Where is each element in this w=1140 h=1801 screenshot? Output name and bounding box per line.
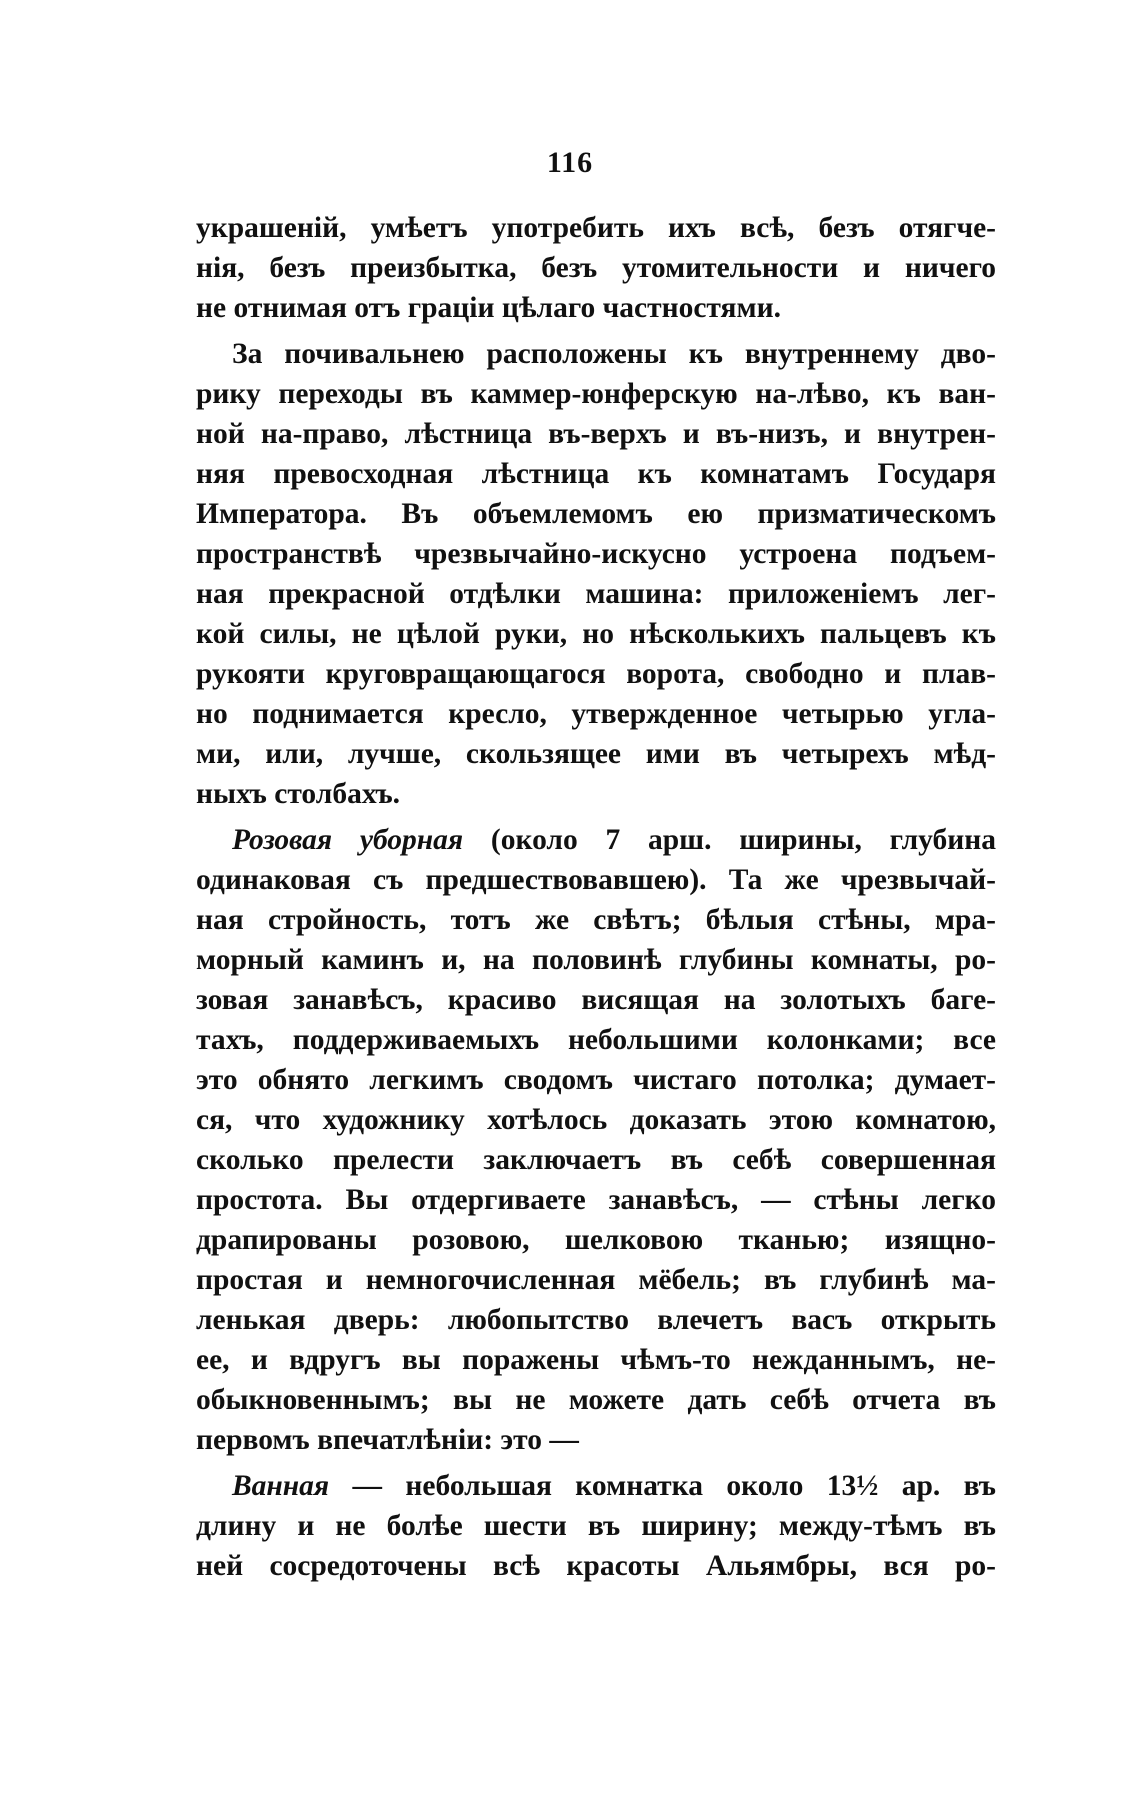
text-line: кой силы, не цѣлой руки, но нѣсколькихъ пальцевъ къ xyxy=(196,618,996,650)
text-line: драпированы розовою, шелковою тканью; изящно- xyxy=(196,1224,996,1256)
text-line: Розовая уборная (около 7 арш. ширины, глубина xyxy=(232,824,996,856)
text-line: Императора. Въ объемлемомъ ею призматическомъ xyxy=(196,498,996,530)
paragraph-2 xyxy=(196,334,996,814)
paragraph-1 xyxy=(196,208,996,328)
text-line: обыкновеннымъ; вы не можете дать себѣ отчета въ xyxy=(196,1384,996,1416)
text-line: пространствѣ чрезвычайно-искусно устроена подъем- xyxy=(196,538,996,570)
text-line: ныхъ столбахъ. xyxy=(196,778,401,810)
body-text xyxy=(196,208,996,1586)
text-line: простота. Вы отдергиваете занавѣсъ, — стѣны легко xyxy=(196,1184,996,1216)
text-line: но поднимается кресло, утвержденное четырью угла- xyxy=(196,698,996,730)
text-line: первомъ впечатлѣніи: это — xyxy=(196,1424,579,1456)
text-line: украшеній, умѣетъ употребить ихъ всѣ, безъ отягче- xyxy=(196,212,996,244)
text-line: рику переходы въ каммер-юнферскую на-лѣво, къ ван- xyxy=(196,378,996,410)
text-line: ми, или, лучше, скользящее ими въ четырехъ мѣд- xyxy=(196,738,996,770)
text-line: это обнято легкимъ сводомъ чистаго потолка; думает- xyxy=(196,1064,996,1096)
text-line: ней сосредоточены всѣ красоты Альямбры, вся ро- xyxy=(196,1550,996,1582)
text-line: морный каминъ и, на половинѣ глубины комнаты, ро- xyxy=(196,944,996,976)
section-heading-bathroom: Ванная xyxy=(232,1470,330,1502)
text-line: длину и не болѣе шести въ ширину; между-тѣмъ въ xyxy=(196,1510,996,1542)
text-line: нія, безъ преизбытка, безъ утомительности и ничего xyxy=(196,252,996,284)
text-line: Ванная — небольшая комнатка около 13½ ар. въ xyxy=(232,1470,996,1502)
paragraph-3 xyxy=(196,820,996,1460)
text-line: не отнимая отъ граціи цѣлаго частностями. xyxy=(196,292,781,324)
text-line: ся, что художнику хотѣлось доказать этою комнатою, xyxy=(196,1104,996,1136)
text-line: одинаковая съ предшествовавшею). Та же чрезвычай- xyxy=(196,864,996,896)
text-line: За почивальнею расположены къ внутреннему дво- xyxy=(232,338,996,370)
text-line: ная прекрасной отдѣлки машина: приложеніемъ лег- xyxy=(196,578,996,610)
paragraph-4 xyxy=(196,1466,996,1586)
text-line: ленькая дверь: любопытство влечетъ васъ открыть xyxy=(196,1304,996,1336)
text-line: простая и немногочисленная мёбель; въ глубинѣ ма- xyxy=(196,1264,996,1296)
page-number: 116 xyxy=(546,146,594,179)
text-line: зовая занавѣсъ, красиво висящая на золотыхъ баге- xyxy=(196,984,996,1016)
text-line: сколько прелести заключаетъ въ себѣ совершенная xyxy=(196,1144,996,1176)
text-line: ной на-право, лѣстница въ-верхъ и въ-низъ, и внутрен- xyxy=(196,418,996,450)
text-line: ее, и вдругъ вы поражены чѣмъ-то нежданнымъ, не- xyxy=(196,1344,996,1376)
text-line: няя превосходная лѣстница къ комнатамъ Государя xyxy=(196,458,996,490)
text-line: тахъ, поддерживаемыхъ небольшими колонками; все xyxy=(196,1024,996,1056)
text-line: рукояти круговращающагося ворота, свободно и плав- xyxy=(196,658,996,690)
section-heading-rose-room: Розовая уборная xyxy=(232,824,464,856)
text-line: ная стройность, тотъ же свѣтъ; бѣлыя стѣны, мра- xyxy=(196,904,996,936)
